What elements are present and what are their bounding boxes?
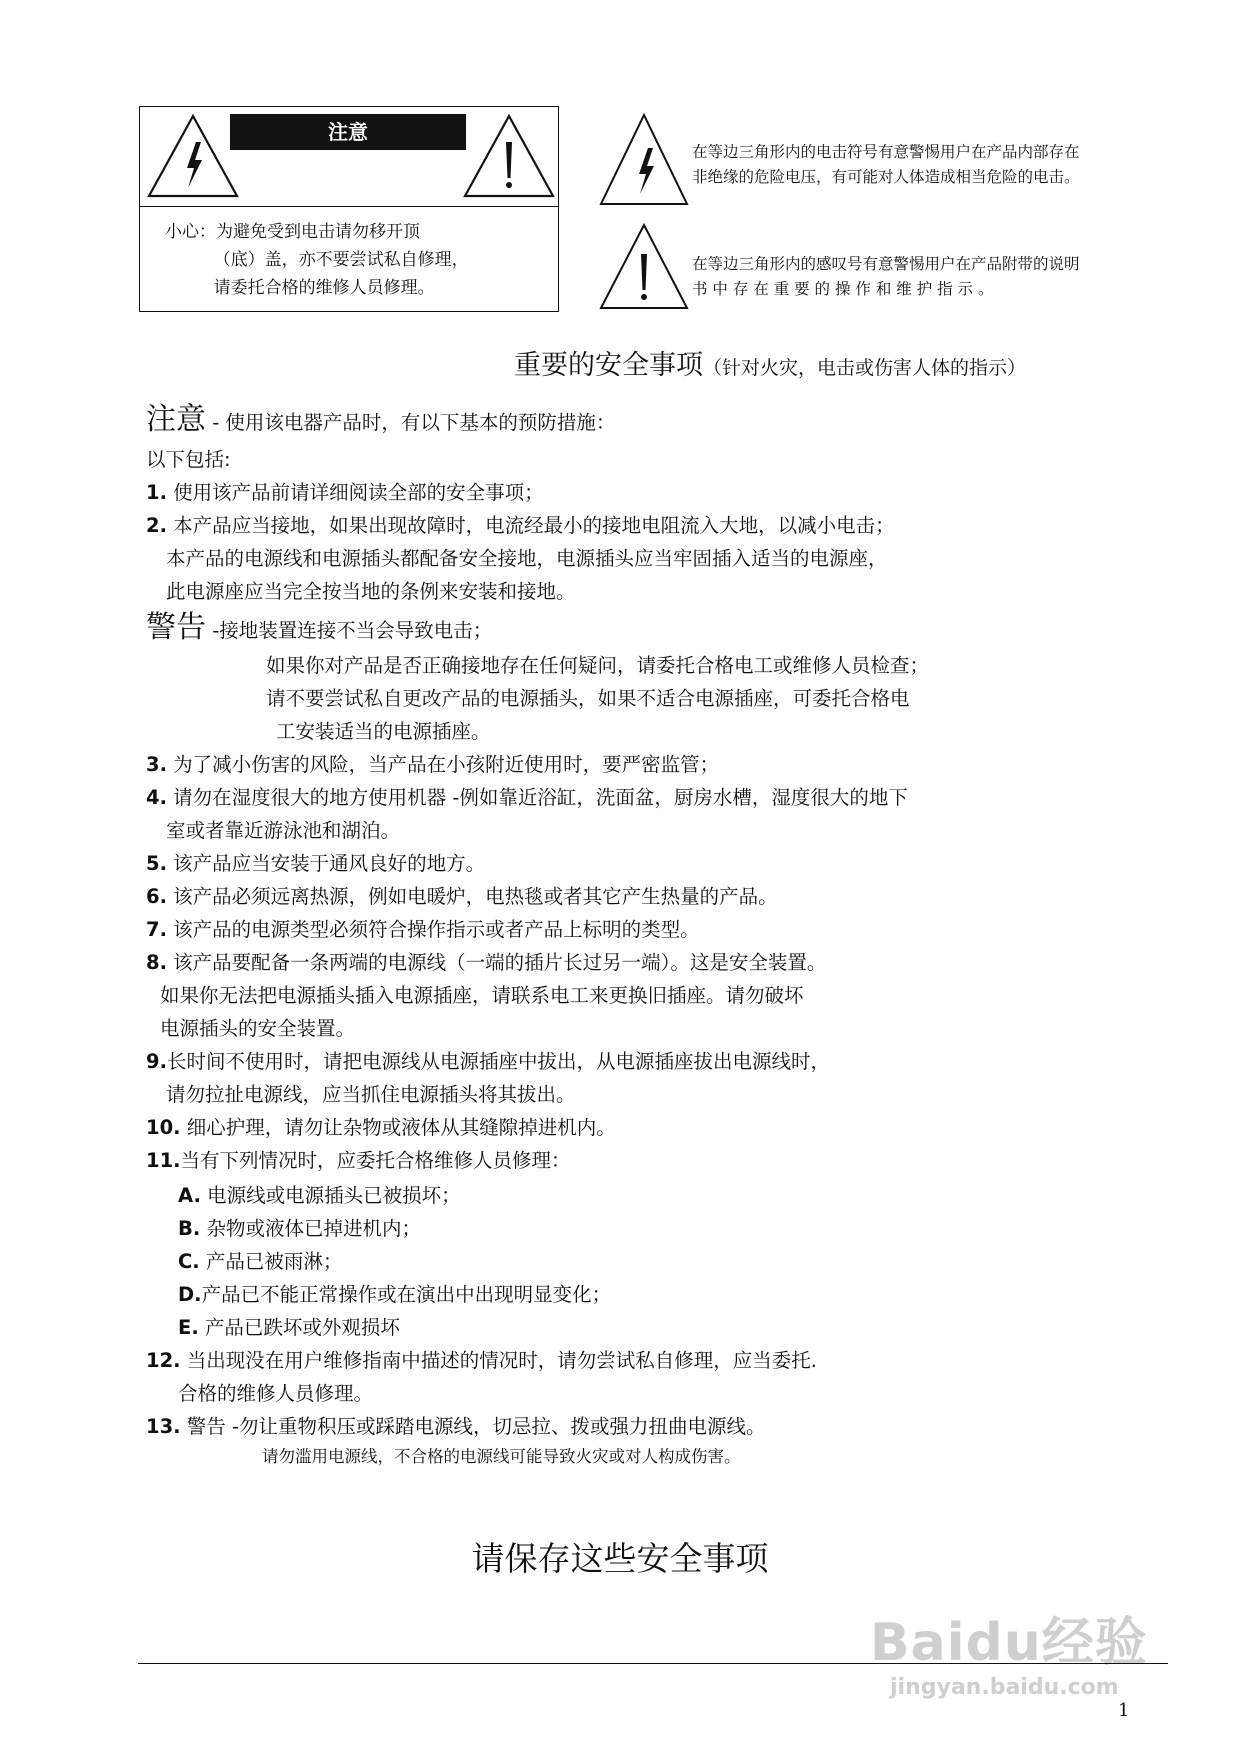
exclamation-icon <box>598 222 690 312</box>
body-line: 2. 本产品应当接地，如果出现故障时，电流经最小的接地电阻流入大地，以减小电击； <box>146 514 895 537</box>
body-line: 请勿拉扯电源线，应当抓住电源插头将其拔出。 <box>166 1083 576 1106</box>
exclamation-warning-icon <box>462 112 556 200</box>
body-line: 7. 该产品的电源类型必须符合操作指示或者产品上标明的类型。 <box>146 918 700 941</box>
body-line: 13. 警告 -勿让重物积压或踩踏电源线，切忌拉、拨或强力扭曲电源线。 <box>146 1415 766 1438</box>
body-line: 请不要尝试私自更改产品的电源插头，如果不适合电源插座，可委托合格电 <box>266 687 910 710</box>
body-line: E. 产品已跌坏或外观损坏 <box>178 1316 400 1339</box>
body-line: 6. 该产品必须远离热源，例如电暖炉，电热毯或者其它产生热量的产品。 <box>146 885 778 908</box>
body-line: 3. 为了减小伤害的风险，当产品在小孩附近使用时，要严密监管； <box>146 753 720 776</box>
body-line: 室或者靠近游泳池和湖泊。 <box>166 819 401 842</box>
body-line: 12. 当出现没在用户维修指南中描述的情况时，请勿尝试私自修理，应当委托. <box>146 1349 817 1372</box>
body-line: 11.当有下列情况时，应委托合格维修人员修理： <box>146 1149 571 1172</box>
body-line: 10. 细心护理，请勿让杂物或液体从其缝隙掉进机内。 <box>146 1116 616 1139</box>
body-line: 电源插头的安全装置。 <box>160 1017 356 1040</box>
lightning-symbol-text: 在等边三角形内的电击符号有意警惕用户在产品内部存在 非绝缘的危险电压，有可能对人体造成相当危险的电击。 <box>692 143 1080 186</box>
caution-divider <box>139 206 559 207</box>
body-line: 如果你无法把电源插头插入电源插座，请联系电工来更换旧插座。请勿破坏 <box>160 984 804 1007</box>
body-line: 警告 -接地装置连接不当会导致电击； <box>146 610 493 645</box>
body-line: 4. 请勿在湿度很大的地方使用机器 -例如靠近浴缸，洗面盆，厨房水槽，湿度很大的地下 <box>146 786 908 809</box>
footer-rule <box>138 1663 1168 1664</box>
body-line: 工安装适当的电源插座。 <box>276 720 491 743</box>
body-line: 请勿滥用电源线，不合格的电源线可能导致火灾或对人构成伤害。 <box>262 1447 741 1466</box>
lightning-warning-icon <box>146 112 240 200</box>
body-line: 以下包括: <box>146 448 231 471</box>
footer-title: 请保存这些安全事项 <box>471 1539 769 1578</box>
body-line: D.产品已不能正常操作或在演出中出现明显变化； <box>178 1283 612 1306</box>
body-line: A. 电源线或电源插头已被损坏； <box>178 1184 461 1207</box>
body-line: 此电源座应当完全按当地的条例来安装和接地。 <box>166 580 576 603</box>
lightning-icon <box>598 112 690 208</box>
body-line: 1. 使用该产品前请详细阅读全部的安全事项； <box>146 481 544 504</box>
caution-text: 小心：为避免受到电击请勿移开顶 （底）盖，亦不要尝试私自修理， 请委托合格的维修人员修理。 <box>165 222 469 298</box>
body-line: B. 杂物或液体已掉进机内； <box>178 1217 421 1240</box>
page-number: 1 <box>1118 1700 1130 1721</box>
body-line: 8. 该产品要配备一条两端的电源线（一端的插片长过另一端）。这是安全装置。 <box>146 951 827 974</box>
exclamation-symbol-text: 在等边三角形内的感叹号有意警惕用户在产品附带的说明 书 中 存 在 重 要 的 操 作 和 维 护 指 示 。 <box>692 255 1080 298</box>
page-heading: 重要的安全事项（针对火灾，电击或伤害人体的指示） <box>514 350 1027 381</box>
caution-title: 注意 <box>230 114 466 150</box>
body-line: 本产品的电源线和电源插头都配备安全接地，电源插头应当牢固插入适当的电源座， <box>166 547 888 570</box>
body-line: 注意 - 使用该电器产品时，有以下基本的预防措施： <box>146 402 616 437</box>
body-line: 5. 该产品应当安装于通风良好的地方。 <box>146 852 486 875</box>
baidu-watermark: Baidu经验 jingyan.baidu.com <box>870 1613 1148 1700</box>
body-line: 9.长时间不使用时，请把电源线从电源插座中拔出，从电源插座拔出电源线时， <box>146 1050 830 1073</box>
body-line: 合格的维修人员修理。 <box>178 1382 374 1405</box>
body-line: C. 产品已被雨淋； <box>178 1250 343 1273</box>
body-line: 如果你对产品是否正确接地存在任何疑问，请委托合格电工或维修人员检查； <box>266 654 930 677</box>
